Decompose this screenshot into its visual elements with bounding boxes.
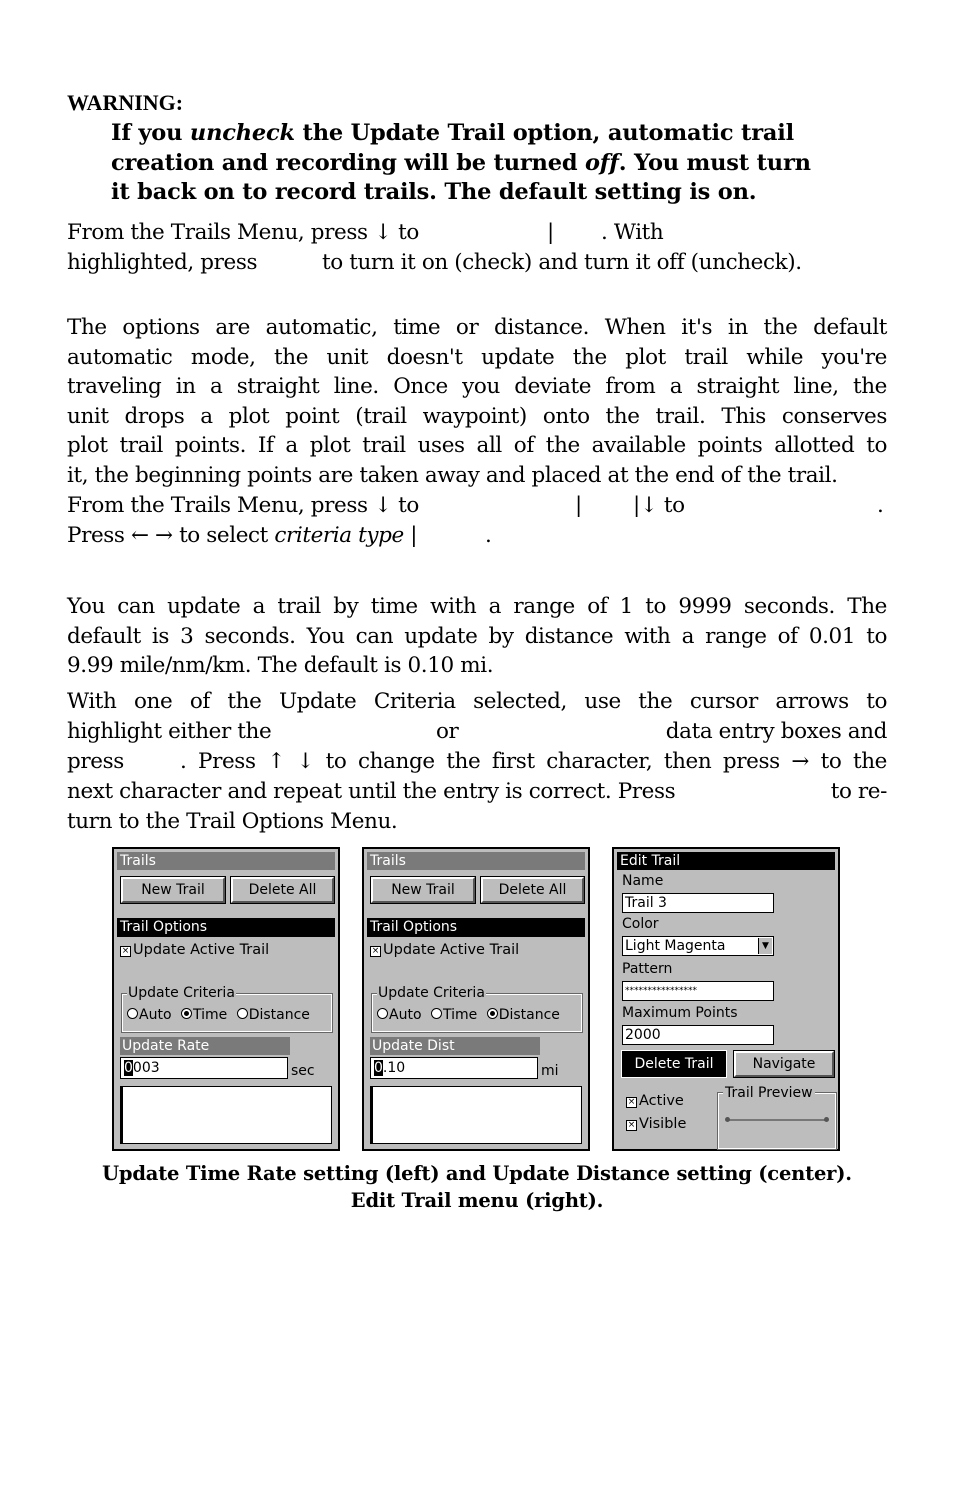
checkbox-checked-icon: × — [627, 1120, 636, 1130]
active-checkbox[interactable]: × Active — [627, 1093, 684, 1109]
radio-off-icon — [237, 1008, 248, 1019]
checkbox-checked-icon: × — [627, 1097, 636, 1107]
screen-title: Trails — [367, 852, 585, 870]
paragraph-update-trail: From the Trails Menu, press ↓ to | . With highlighted, press to turn it on (check) and turn it off (uncheck). — [67, 220, 802, 275]
radio-on-icon — [487, 1008, 498, 1019]
new-trail-button[interactable]: New Trail — [371, 877, 475, 903]
radio-auto[interactable]: Auto — [377, 1007, 422, 1023]
trail-options-header: Trail Options — [367, 918, 585, 937]
radio-off-icon — [127, 1008, 138, 1019]
dropdown-arrow-icon: ▼ — [758, 938, 772, 954]
delete-trail-button[interactable]: Delete Trail — [622, 1051, 726, 1077]
checkbox-checked-icon: × — [371, 946, 380, 956]
update-active-trail-checkbox[interactable]: × Update Active Trail — [121, 942, 270, 958]
info-box — [120, 1086, 332, 1144]
radio-distance[interactable]: Distance — [237, 1007, 310, 1023]
warning-heading: WARNING: — [67, 90, 184, 115]
delete-all-button[interactable]: Delete All — [231, 877, 334, 903]
paragraph-data-entry: With one of the Update Criteria selected, use the cursor arrows to highlight either the or data entry boxes and press . Press ↑ ↓ to change the first character, then press → to the next character and repeat until the entry is correct. Press to re- turn to the Trail Options Menu. — [67, 689, 887, 834]
pattern-label: Pattern — [622, 961, 673, 977]
screen-title: Trails — [117, 852, 335, 870]
update-dist-input[interactable]: 0.10 — [370, 1057, 538, 1079]
screen-update-time-rate — [112, 847, 340, 1151]
name-input[interactable]: Trail 3 — [622, 893, 774, 913]
screen-edit-trail — [612, 847, 840, 1151]
update-rate-input[interactable]: 0003 — [120, 1057, 288, 1079]
navigate-button[interactable]: Navigate — [734, 1051, 834, 1077]
radio-auto[interactable]: Auto — [127, 1007, 172, 1023]
paragraph-range: You can update a trail by time with a range of 1 to 9999 seconds. The default is 3 seconds. You can update by distance with a range of 0.01 to 9.99 mile/nm/km. The default is 0.10 mi. — [67, 594, 887, 679]
unit-label: sec — [291, 1063, 315, 1079]
screen-update-distance — [362, 847, 590, 1151]
color-select[interactable]: Light Magenta ▼ — [622, 936, 774, 956]
update-active-trail-checkbox[interactable]: × Update Active Trail — [371, 942, 520, 958]
new-trail-button[interactable]: New Trail — [121, 877, 225, 903]
radio-on-icon — [181, 1008, 192, 1019]
unit-label: mi — [541, 1063, 559, 1079]
pattern-select[interactable]: **************** — [622, 981, 774, 1001]
name-label: Name — [622, 873, 664, 889]
radio-time[interactable]: Time — [431, 1007, 477, 1023]
color-label: Color — [622, 916, 659, 932]
radio-off-icon — [377, 1008, 388, 1019]
checkbox-checked-icon: × — [121, 946, 130, 956]
max-points-input[interactable]: 2000 — [622, 1025, 774, 1045]
figure-caption: Update Time Rate setting (left) and Update Distance setting (center). Edit Trail menu (right). — [102, 1162, 852, 1212]
trail-preview-line — [727, 1119, 827, 1121]
max-points-label: Maximum Points — [622, 1005, 738, 1021]
radio-time[interactable]: Time — [181, 1007, 227, 1023]
update-rate-label: Update Rate — [120, 1037, 290, 1055]
radio-off-icon — [431, 1008, 442, 1019]
update-dist-label: Update Dist — [370, 1037, 540, 1055]
visible-checkbox[interactable]: × Visible — [627, 1116, 687, 1132]
screen-title: Edit Trail — [617, 852, 835, 870]
warning-text: If you uncheck the Update Trail option, automatic trail creation and recording will be turned off. You must turn it back on to record trails. The default setting is on. — [111, 120, 811, 205]
trail-options-header: Trail Options — [117, 918, 335, 937]
update-criteria-group: Update Criteria Auto Time Distance — [372, 994, 582, 1032]
update-criteria-group: Update Criteria Auto Time Distance — [122, 994, 332, 1032]
paragraph-criteria: The options are automatic, time or distance. When it's in the default automatic mode, the unit doesn't update the plot trail while you're traveling in a straight line. Once you deviate from a straight line, the unit drops a plot point (trail waypoint) onto the trail. This conserves plot trail points. If a plot trail uses all of the available points allotted to it, the beginning points are taken away and placed at the end of the trail. From the Trails Menu, press ↓ to | |↓ to . Press ← → to select criteria type | . — [67, 315, 887, 548]
info-box — [370, 1086, 582, 1144]
radio-distance[interactable]: Distance — [487, 1007, 560, 1023]
delete-all-button[interactable]: Delete All — [481, 877, 584, 903]
trail-preview: Trail Preview — [718, 1093, 836, 1149]
